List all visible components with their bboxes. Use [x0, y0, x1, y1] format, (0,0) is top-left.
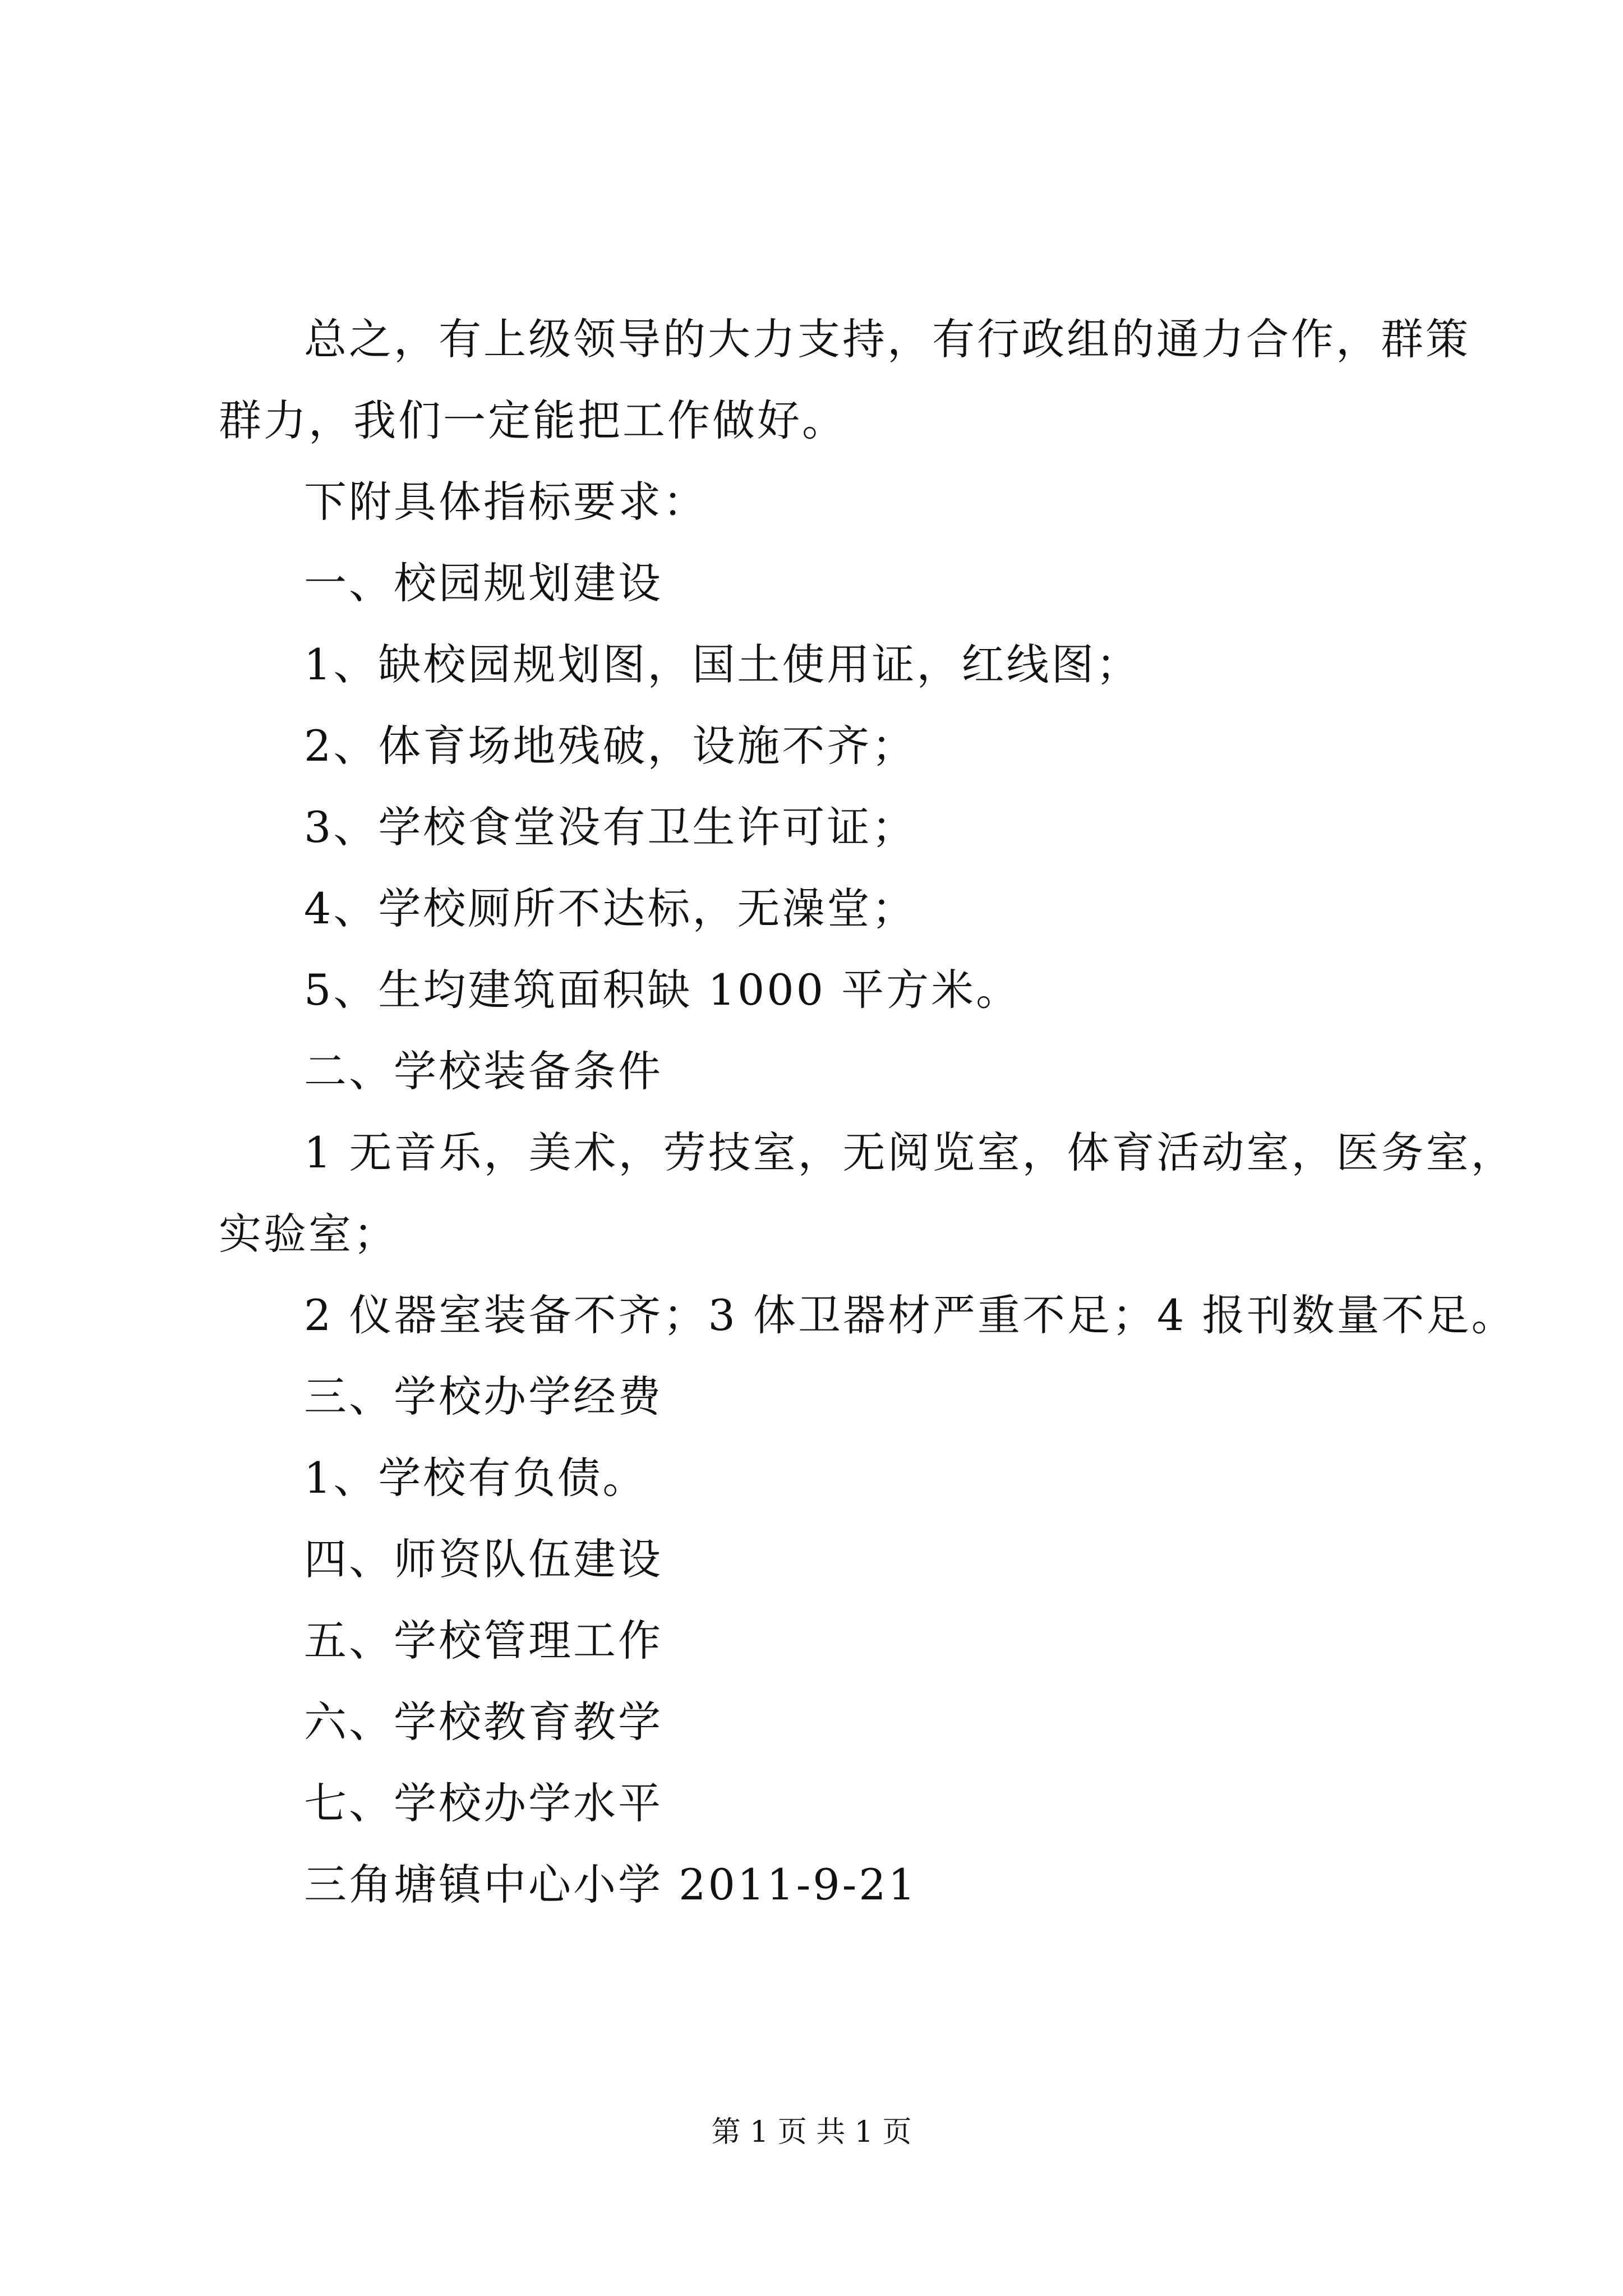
- section-heading: 三、学校办学经费: [304, 1372, 663, 1421]
- paragraph-line: 群力，我们一定能把工作做好。: [219, 395, 847, 445]
- paragraph-line: 下附具体指标要求：: [304, 477, 708, 527]
- signature-date: 三角塘镇中心小学 2011-9-21: [304, 1860, 917, 1910]
- list-item: 4、学校厕所不达标，无澡堂；: [304, 884, 917, 933]
- list-item: 2 仪器室装备不齐；3 体卫器材严重不足；4 报刊数量不足。: [304, 1290, 1516, 1340]
- section-heading: 五、学校管理工作: [304, 1616, 663, 1665]
- list-item: 1、缺校园规划图，国土使用证，红线图；: [304, 639, 1141, 689]
- section-heading: 七、学校办学水平: [304, 1778, 663, 1828]
- page-number-footer: 第 1 页 共 1 页: [711, 2115, 912, 2149]
- list-item: 3、学校食堂没有卫生许可证；: [304, 802, 917, 852]
- paragraph-line: 总之，有上级领导的大力支持，有行政组的通力合作，群策: [304, 314, 1470, 364]
- section-heading: 六、学校教育教学: [304, 1697, 663, 1747]
- section-heading: 二、学校装备条件: [304, 1046, 663, 1096]
- list-item: 2、体育场地残破，设施不齐；: [304, 721, 917, 771]
- list-item: 1 无音乐，美术，劳技室，无阅览室，体育活动室，医务室，: [304, 1128, 1516, 1177]
- section-heading: 一、校园规划建设: [304, 558, 663, 608]
- list-item: 5、生均建筑面积缺 1000 平方米。: [304, 965, 1021, 1015]
- section-heading: 四、师资队伍建设: [304, 1534, 663, 1584]
- list-item: 1、学校有负债。: [304, 1453, 648, 1503]
- list-item-continuation: 实验室；: [219, 1209, 398, 1259]
